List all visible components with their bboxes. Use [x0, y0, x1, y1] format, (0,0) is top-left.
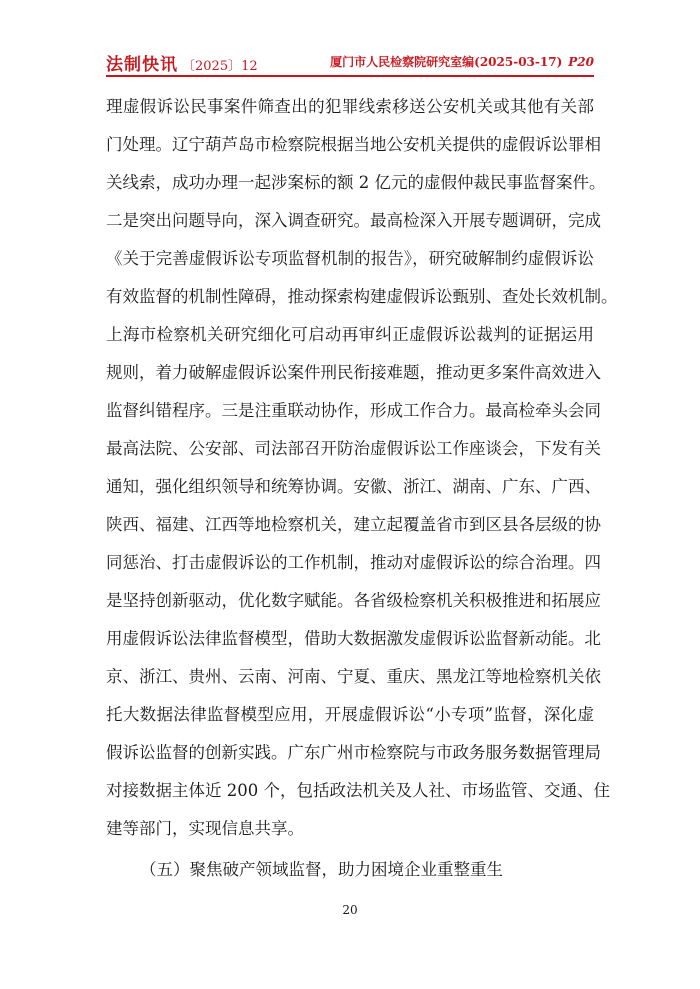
text-line: 对接数据主体近 200 个，包括政法机关及人社、市场监管、交通、住: [106, 781, 610, 800]
section-heading: （五）聚焦破产领域监督，助力困境企业重整重生: [140, 860, 503, 879]
text-line: 理虚假诉讼民事案件筛查出的犯罪线索移送公安机关或其他有关部: [106, 97, 594, 116]
page-header: [106, 50, 594, 74]
text-line: 京、浙江、贵州、云南、河南、宁夏、重庆、黑龙江等地检察机关依: [106, 667, 601, 686]
header-left: [106, 50, 258, 75]
text-line: 规则，着力破解虚假诉讼案件刑民衔接难题，推动更多案件高效进入: [106, 363, 601, 382]
publication-title: 法制快讯: [106, 55, 178, 75]
text-line: 《关于完善虚假诉讼专项监督机制的报告》，研究破解制约虚假诉讼: [106, 249, 594, 268]
text-line: 托大数据法律监督模型应用，开展虚假诉讼“小专项”监督，深化虚: [106, 705, 594, 724]
text-line: 是坚持创新驱动，优化数字赋能。各省级检察机关积极推进和拓展应: [106, 591, 601, 610]
text-line: 关线索，成功办理一起涉案标的额 2 亿元的虚假仲裁民事监督案件。: [106, 173, 606, 192]
text-line: 陕西、福建、江西等地检察机关，建立起覆盖省市到区县各层级的协: [106, 515, 601, 534]
text-line: 假诉讼监督的创新实践。广东广州市检察院与市政务服务数据管理局: [106, 743, 601, 762]
body-paragraph: [106, 88, 618, 848]
text-line: 上海市检察机关研究细化可启动再审纠正虚假诉讼裁判的证据运用: [106, 325, 594, 344]
header-divider: [106, 75, 594, 77]
page-tag: P20: [568, 55, 594, 69]
issue-number: 〔2025〕12: [182, 59, 258, 74]
page-number: 20: [342, 903, 358, 917]
text-line: 监督纠错程序。三是注重联动协作，形成工作合力。最高检牵头会同: [106, 401, 601, 420]
text-line: 建等部门，实现信息共享。: [106, 819, 304, 838]
text-line: 同惩治、打击虚假诉讼的工作机制，推动对虚假诉讼的综合治理。四: [106, 553, 601, 572]
text-line: 有效监督的机制性障碍，推动探索构建虚假诉讼甄别、查处长效机制。: [106, 287, 618, 306]
text-line: 最高法院、公安部、司法部召开防治虚假诉讼工作座谈会，下发有关: [106, 439, 601, 458]
header-right: [330, 53, 594, 70]
text-line: 二是突出问题导向，深入调查研究。最高检深入开展专题调研，完成: [106, 211, 601, 230]
text-line: 通知，强化组织领导和统筹协调。安徽、浙江、湖南、广东、广西、: [106, 477, 601, 496]
text-line: 门处理。辽宁葫芦岛市检察院根据当地公安机关提供的虚假诉讼罪相: [106, 135, 601, 154]
publication-source: 厦门市人民检察院研究室编(2025-03-17): [330, 55, 563, 69]
text-line: 用虚假诉讼法律监督模型，借助大数据激发虚假诉讼监督新动能。北: [106, 629, 601, 648]
